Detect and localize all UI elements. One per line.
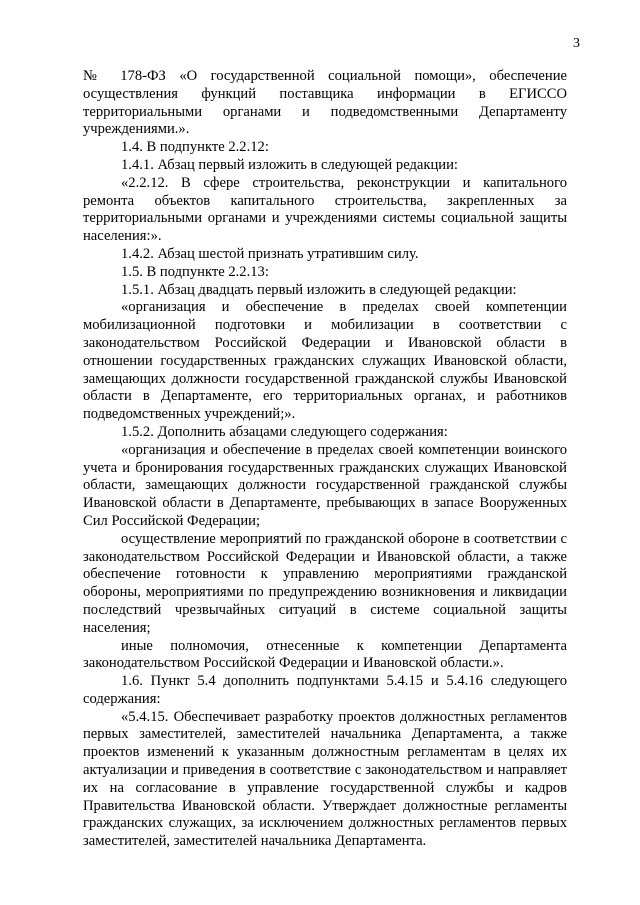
paragraph: № 178-ФЗ «О государственной социальной помощи», обеспечение осуществления функций поставщика информации в ЕГИССО территориальными органами и подведомственными Департаменту учреждениями.». [83, 68, 567, 138]
paragraph: осуществление мероприятий по гражданской обороне в соответствии с законодательством Российской Федерации и Ивановской области, а также обеспечение готовности к управлению мероприятиями гражданской обороны, мероприятиями по предупреждению возникновения и ликвидации последствий чрезвычайных ситуаций в системе социальной защиты населения; [83, 530, 567, 636]
paragraph: 1.4.1. Абзац первый изложить в следующей редакции: [121, 156, 458, 173]
paragraph: 1.5. В подпункте 2.2.13: [121, 263, 269, 280]
paragraph: иные полномочия, отнесенные к компетенции Департамента законодательством Российской Федерации и Ивановской области.». [83, 637, 567, 672]
paragraph: 1.5.1. Абзац двадцать первый изложить в следующей редакции: [121, 281, 517, 298]
page-number: 3 [573, 36, 580, 51]
paragraph: «организация и обеспечение в пределах своей компетенции мобилизационной подготовки и мобилизации в соответствии с законодательством Российской Федерации и Ивановской области в отношении государственных гражданских служащих Ивановской области, замещающих должности государственной гражданской службы Ивановской области в Департаменте, его территориальных органах, и работников подведомственных учреждений;». [83, 299, 567, 423]
paragraph: 1.6. Пункт 5.4 дополнить подпунктами 5.4.15 и 5.4.16 следующего содержания: [83, 673, 567, 707]
paragraph: 1.4. В подпункте 2.2.12: [121, 139, 269, 156]
paragraph: 1.5.2. Дополнить абзацами следующего содержания: [121, 423, 448, 440]
paragraph: «организация и обеспечение в пределах своей компетенции воинского учета и бронирования государственных гражданских служащих Ивановской области, замещающих должности государственной гражданской службы Ивановской области в Департаменте, пребывающих в запасе Вооруженных Сил Российской Федерации; [83, 441, 567, 529]
document-body [83, 68, 567, 851]
paragraph: 1.4.2. Абзац шестой признать утратившим силу. [121, 245, 419, 262]
paragraph: «2.2.12. В сфере строительства, реконструкции и капитального ремонта объектов капитального строительства, закрепленных за территориальными органами и учреждениями системы социальной защиты населения:». [83, 174, 567, 245]
paragraph: «5.4.15. Обеспечивает разработку проектов должностных регламентов первых заместителей, заместителей начальника Департамента, а также проектов изменений к указанным должностным регламентам в целях их актуализации и приведения в соответствие с законодательством и направляет их на согласование в управление государственной службы и кадров Правительства Ивановской области. Утверждает должностные регламенты гражданских служащих, за исключением должностных регламентов первых заместителей, заместителей начальника Департамента. [83, 708, 567, 850]
